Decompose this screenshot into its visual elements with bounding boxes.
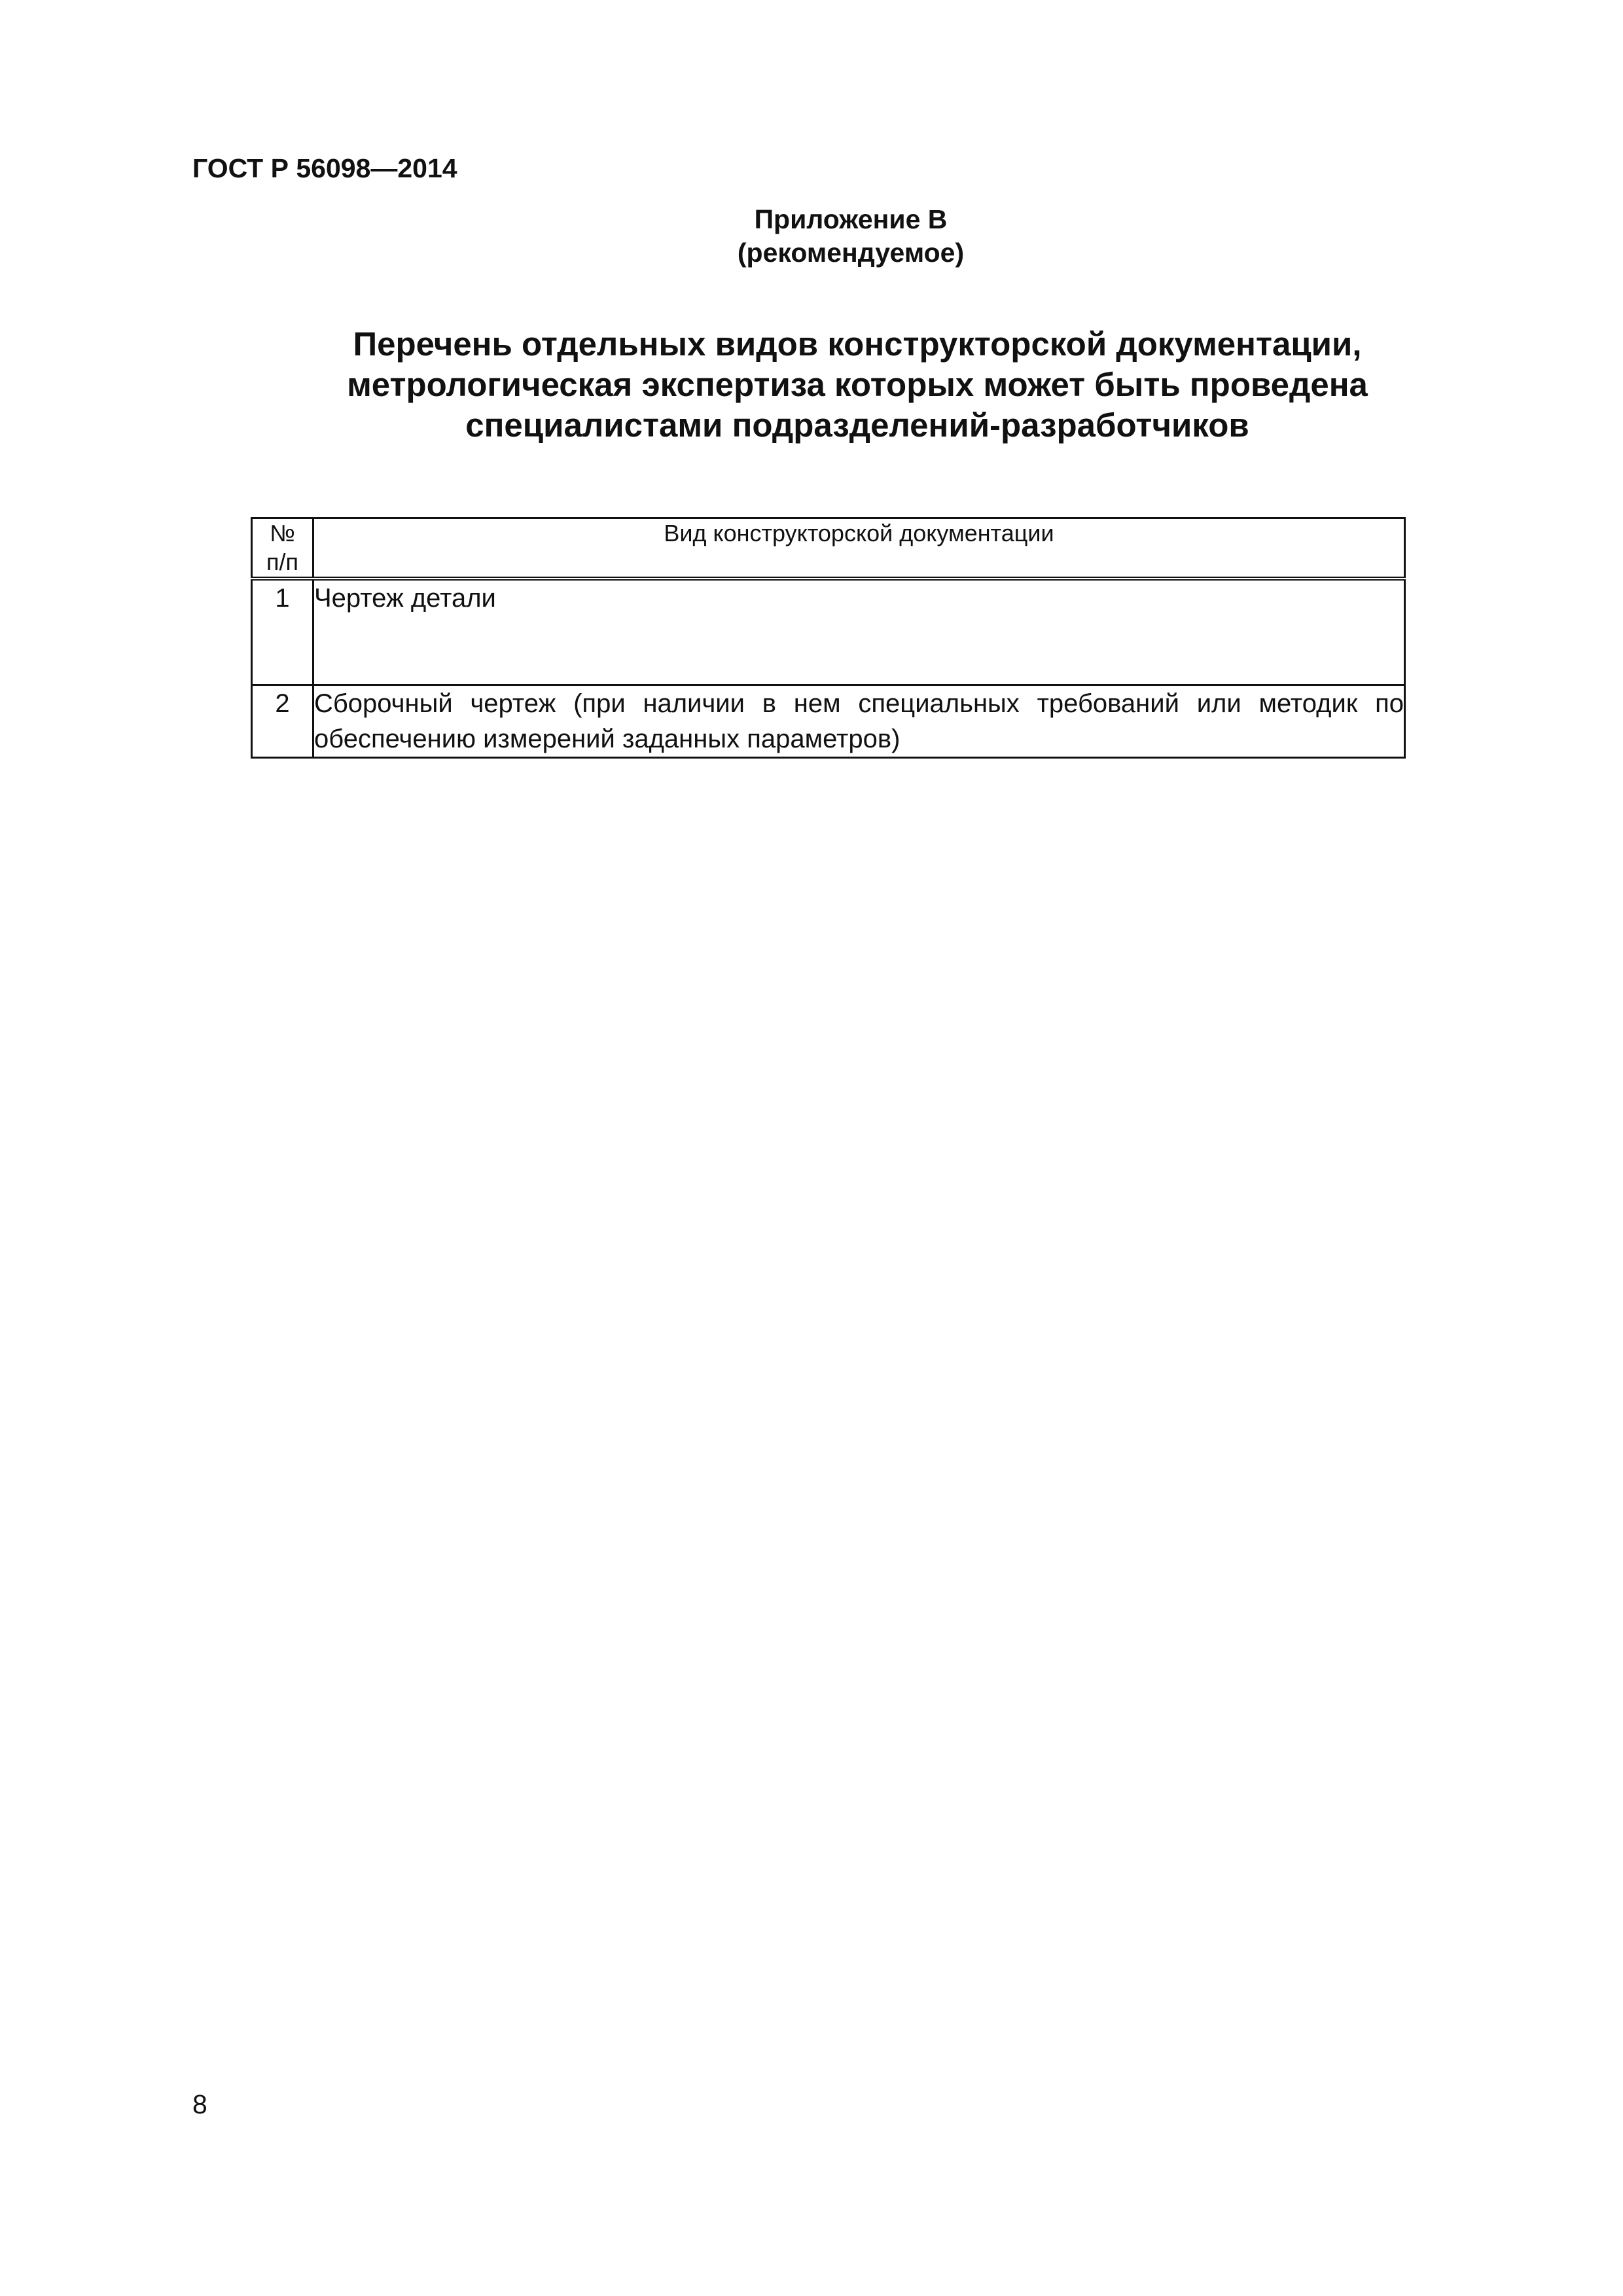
table-row [252,579,1405,685]
documentation-types-table [251,517,1406,759]
page-title-line-3: специалистами подразделений-разработчиков [465,406,1249,444]
table-header-row [252,518,1405,579]
header-number-abbrev: п/п [266,548,298,575]
row-doc-type: Сборочный чертеж (при наличии в нем специальных требований или методик по обеспечению измерений заданных параметров) [313,685,1405,758]
header-number-cell [252,518,313,579]
header-doc-type-cell: Вид конструкторской документации [313,518,1405,579]
row-number: 2 [252,685,313,758]
page-title-line-2: метрологическая экспертиза которых может быть проведена [347,366,1368,403]
appendix-title: Приложение В [754,204,948,234]
page-number: 8 [192,2089,207,2119]
page-title [249,324,1466,446]
table-row [252,685,1405,758]
page-title-line-1: Перечень отдельных видов конструкторской документации, [353,325,1362,363]
header-number-symbol: № [270,520,295,547]
row-doc-type: Чертеж детали [313,579,1405,685]
document-code: ГОСТ Р 56098—2014 [192,153,457,183]
row-number: 1 [252,579,313,685]
appendix-status: (рекомендуемое) [737,238,965,268]
